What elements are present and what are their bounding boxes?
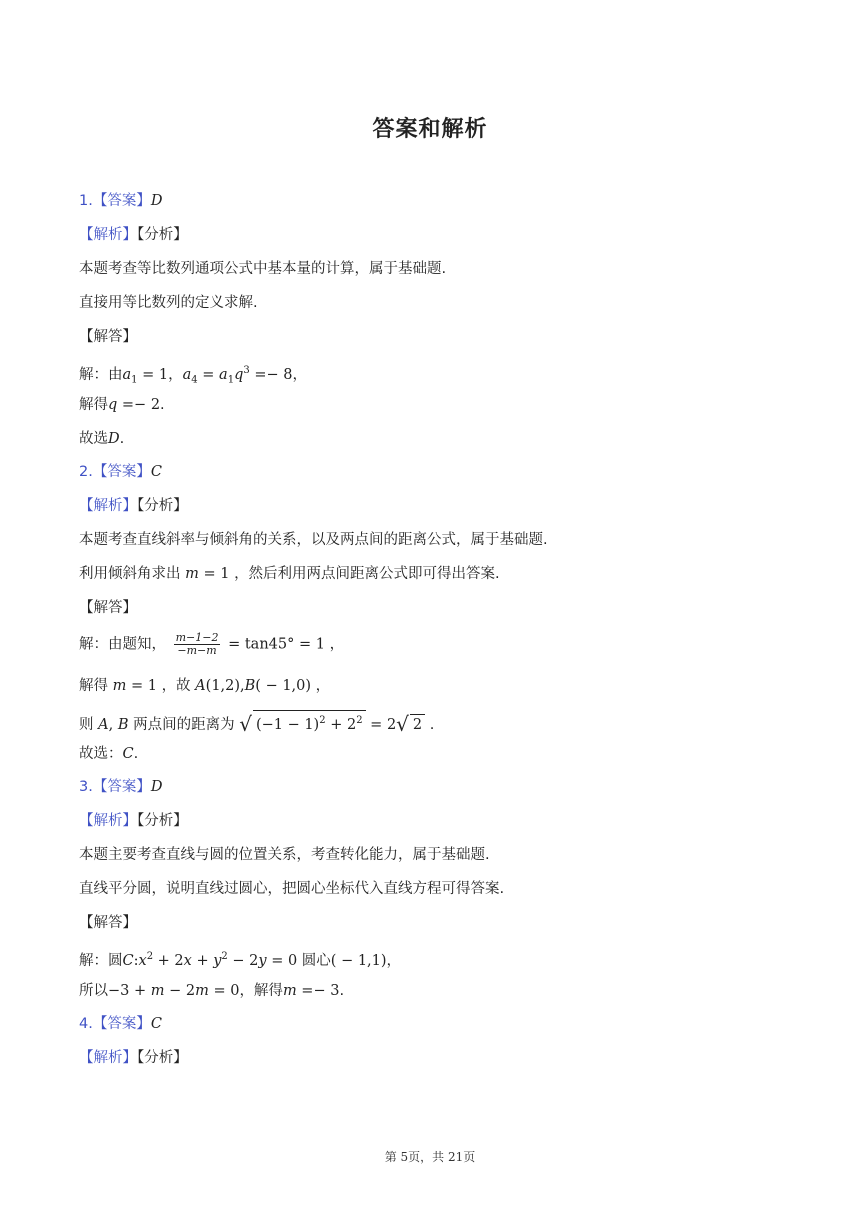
q4-answer-line [79,1014,162,1034]
q1-analysis-p2: 直接用等比数列的定义求解. [79,295,258,311]
q1-step3-answer: D [108,431,120,447]
q2-solution-step2: 解得 m = 1 ，故 A(1,2),B( − 1,0) ， [79,678,331,694]
q3-analysis-p2: 直线平分圆，说明直线过圆心，把圆心坐标代入直线方程可得答案. [79,881,505,897]
q1-fenxi-label: 【分析】 [137,227,188,243]
q2-solution-step4 [79,744,138,764]
q3-analysis-p1: 本题主要考查直线与圆的位置关系，考查转化能力，属于基础题. [79,847,490,863]
q2-step1-text: 解：由题知， [79,636,166,653]
q1-solution-label: 【解答】 [79,329,137,345]
q2-fraction: $\frac{m-1-2}{-m-m}$ [175,631,219,657]
q2-number: 2. [79,464,93,480]
q3-step1-text: 解：圆 [79,952,123,969]
q2-answer-line [79,462,162,482]
q3-step1-mid: 圆心 [301,952,331,969]
q3-jiexi-label: 【解析】 [79,813,137,829]
q1-step3-text: 故选 [79,431,108,447]
q2-solution-label: 【解答】 [79,600,137,616]
q4-analysis-header [79,1048,188,1068]
q4-jiexi-label: 【解析】 [79,1050,137,1066]
q4-fenxi-label: 【分析】 [137,1050,188,1066]
q2-step2-mid: ，故 [161,678,191,694]
q1-step1-text: 解：由 [79,366,123,383]
q3-fenxi-label: 【分析】 [137,813,188,829]
q3-solution-step1: 解：圆$C:x^2 + 2x + y^2 - 2y = 0$ 圆心( − 1,1)， [79,951,402,969]
q3-solution-label: 【解答】 [79,915,137,931]
q2-analysis-header [79,496,188,516]
q2-analysis-p1: 本题考查直线斜率与倾斜角的关系，以及两点间的距离公式，属于基础题. [79,532,548,548]
q4-number: 4. [79,1016,93,1032]
q3-answer: D [150,779,163,795]
q1-number: 1. [79,193,93,209]
q2-p2-text-b: ，然后利用两点间距离公式即可得出答案. [234,566,500,582]
q2-step4-answer: C [122,746,134,762]
q1-step3-end: . [119,431,125,447]
q3-answer-line [79,777,162,797]
q3-solution-step2: 所以−3 + m − 2m = 0，解得m =− 3. [79,983,345,999]
q2-solution-step3: 则 A, B 两点间的距离为 √ $(-1 - 1)^2 + 2^2 = 2√$ 2 . [79,711,435,736]
q1-solution-step3 [79,429,124,449]
q3-number: 3. [79,779,93,795]
q1-jiexi-label: 【解析】 [79,227,137,243]
q1-analysis-header [79,225,188,245]
q2-fenxi-label: 【分析】 [137,498,188,514]
q2-jiexi-label: 【解析】 [79,498,137,514]
q3-analysis-header [79,811,188,831]
q2-step4-text: 故选： [79,746,123,762]
q2-step3-text: 则 [79,716,94,733]
q2-step4-end: . [133,746,139,762]
q2-p2-text-a: 利用倾斜角求出 [79,566,181,582]
q1-answer-label: 【答案】 [92,193,151,209]
q2-answer-label: 【答案】 [92,464,151,480]
q1-analysis-p1: 本题考查等比数列通项公式中基本量的计算，属于基础题. [79,261,447,277]
q1-solution-step1: 解：由$a_1 = 1$，$a_4 = a_1q^3 =- 8$， [79,365,307,386]
q1-step2-text: 解得 [79,397,108,413]
q1-answer-line [79,191,162,211]
q3-step2-text: 所以 [79,983,108,999]
q3-answer-label: 【答案】 [92,779,151,795]
q1-solution-step2: 解得q =− 2. [79,397,165,413]
q3-step2-mid: ，解得 [239,983,283,999]
page-title: 答案和解析 [372,117,488,142]
q2-analysis-p2: 利用倾斜角求出 m = 1 ，然后利用两点间距离公式即可得出答案. [79,566,500,582]
q4-answer-label: 【答案】 [92,1016,151,1032]
q2-step2-text: 解得 [79,678,108,694]
page-footer: 第 5页，共 21页 [384,1150,476,1164]
q2-step3-mid: 两点间的距离为 [133,716,235,733]
q2-answer: C [150,464,162,480]
q4-answer: C [150,1016,162,1032]
q1-answer: D [150,193,163,209]
q2-solution-step1: 解：由题知， $\frac{m-1-2}{-m-m}$ = tan45° = 1 ， [79,631,345,657]
